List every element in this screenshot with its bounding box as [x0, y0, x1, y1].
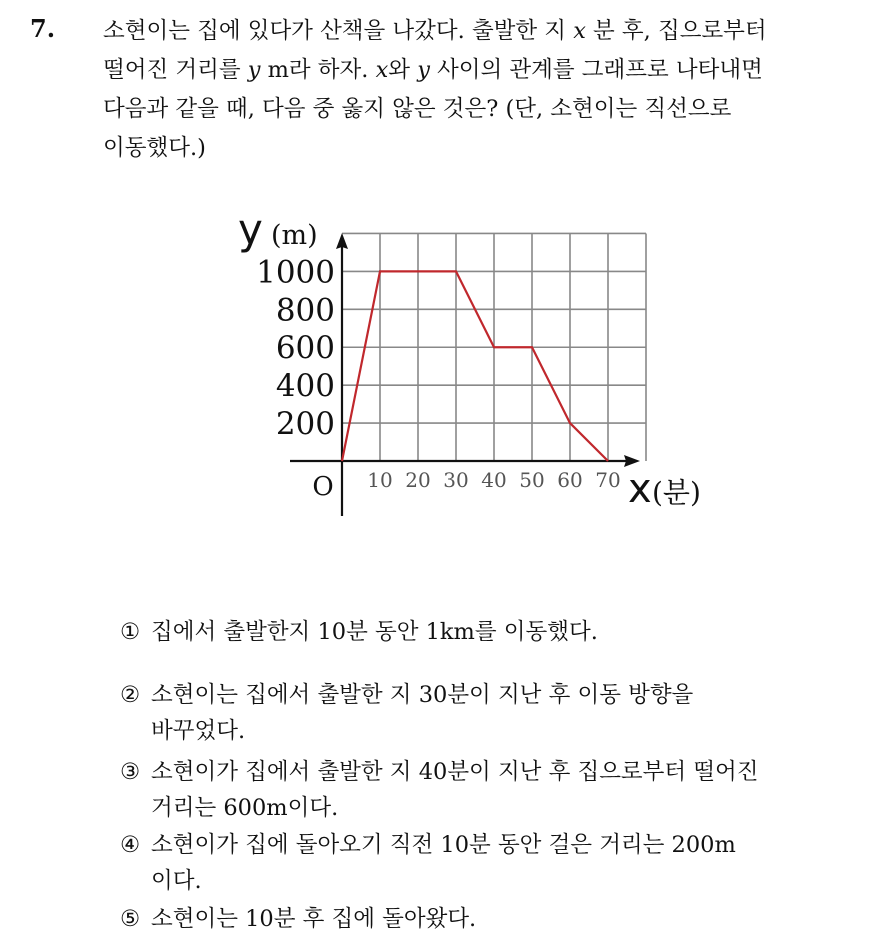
choice-4[interactable]: [120, 827, 736, 899]
origin-label: O: [312, 472, 334, 502]
choice-text: 소현이가 집에서 출발한 지 40분이 지난 후 집으로부터 떨어진: [151, 759, 759, 785]
x-tick-label: 60: [557, 468, 583, 492]
x-tick-label: 70: [595, 468, 621, 492]
y-axis-unit: (m): [271, 220, 318, 251]
question-text-segment: 이동했다.): [103, 135, 206, 161]
question-number: 7.: [30, 14, 56, 43]
choice-5[interactable]: [120, 901, 476, 937]
choice-text: 소현이가 집에 돌아오기 직전 10분 동안 걸은 거리는 200m: [151, 832, 736, 858]
question-text-segment: 분 후, 집으로부터: [585, 18, 767, 44]
question-text-segment: 사이의 관계를 그래프로 나타내면: [429, 57, 763, 83]
data-line: [342, 271, 608, 461]
choice-text: 집에서 출발한지 10분 동안 1km를 이동했다.: [151, 619, 598, 645]
math-variable: x: [573, 18, 586, 44]
x-axis-label: x: [628, 466, 652, 512]
choice-number: ④: [120, 832, 141, 858]
question-text-segment: 떨어진 거리를: [103, 57, 248, 83]
math-variable: y: [417, 57, 430, 83]
x-tick-label: 40: [481, 468, 507, 492]
choice-number: ③: [120, 759, 141, 785]
question-text-segment: 와: [388, 57, 418, 83]
choice-text: 소현이는 10분 후 집에 돌아왔다.: [151, 906, 477, 932]
x-tick-label: 50: [519, 468, 545, 492]
choice-text: 거리는 600m이다.: [151, 795, 339, 821]
y-tick-label: 1000: [256, 254, 335, 291]
question-text-segment: m라 하자.: [260, 57, 376, 83]
y-tick-label: 800: [275, 292, 335, 329]
y-tick-label: 600: [275, 330, 335, 367]
question-text-segment: 다음과 같을 때, 다음 중 옳지 않은 것은? (단, 소현이는 직선으로: [103, 96, 732, 122]
choice-text: 바꾸었다.: [151, 718, 246, 744]
choice-3[interactable]: [120, 754, 759, 826]
question-text-segment: 소현이는 집에 있다가 산책을 나갔다. 출발한 지: [103, 18, 574, 44]
choice-text: 이다.: [151, 868, 202, 894]
choice-number: ②: [120, 682, 141, 708]
choice-text: 소현이는 집에서 출발한 지 30분이 지난 후 이동 방향을: [151, 682, 694, 708]
x-tick-label: 20: [405, 468, 431, 492]
y-axis-label: y: [238, 205, 263, 254]
choice-1[interactable]: [120, 614, 598, 650]
math-variable: x: [375, 57, 389, 83]
y-tick-label: 200: [275, 406, 335, 443]
y-axis-arrow: [336, 233, 348, 249]
choice-2[interactable]: [120, 677, 693, 749]
choice-number: ①: [120, 619, 141, 645]
x-axis-unit: (분): [652, 476, 701, 509]
x-tick-label: 30: [443, 468, 469, 492]
choice-number: ⑤: [120, 906, 141, 932]
y-tick-label: 400: [275, 368, 335, 405]
x-tick-label: 10: [367, 468, 393, 492]
math-variable: y: [247, 57, 261, 83]
